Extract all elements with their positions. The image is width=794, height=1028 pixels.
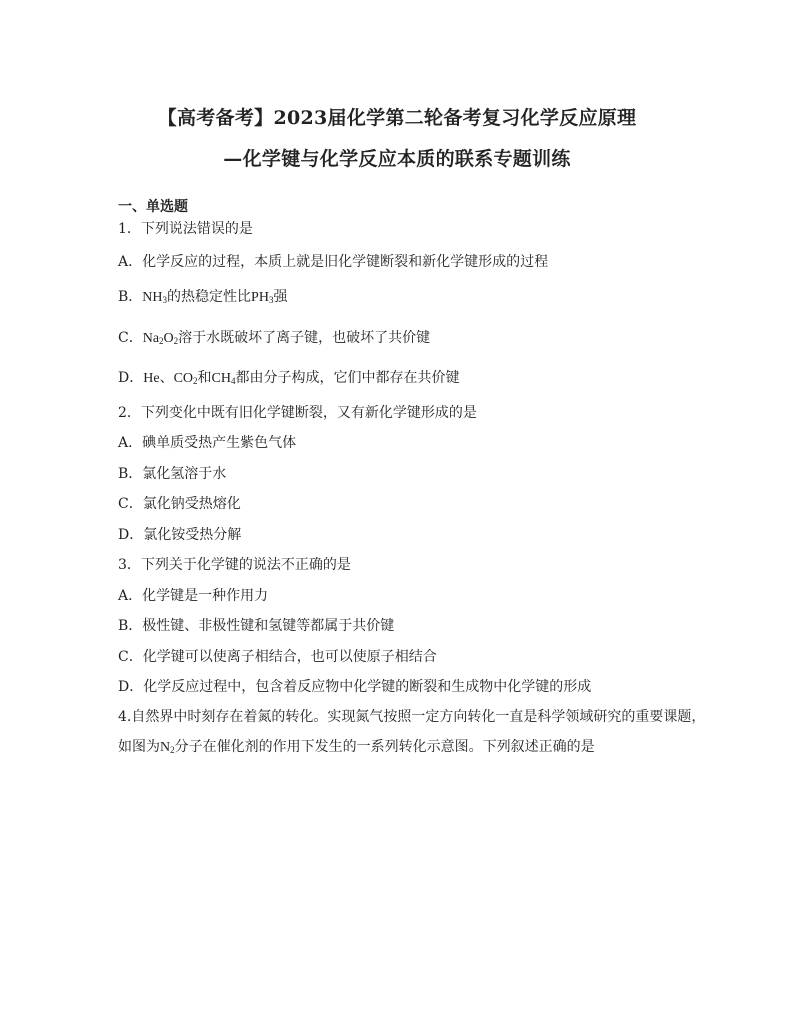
q2-stem: 2．下列变化中既有旧化学键断裂，又有新化学键形成的是 xyxy=(118,405,477,421)
q1-option-a: A．化学反应的过程，本质上就是旧化学键断裂和新化学键形成的过程 xyxy=(118,254,549,270)
title-line-1: 【高考备考】2023届化学第二轮备考复习化学反应原理 xyxy=(157,107,637,129)
q4-line-1: 4.自然界中时刻存在着氮的转化。实现氮气按照一定方向转化一直是科学领域研究的重要课题， xyxy=(118,709,706,725)
formula-nh3: $NH_3$ xyxy=(142,290,168,305)
q2-option-d: D．氯化铵受热分解 xyxy=(118,527,242,543)
q1-stem: 1．下列说法错误的是 xyxy=(118,221,253,237)
q3-option-b: B．极性键、非极性键和氢键等都属于共价键 xyxy=(118,618,395,634)
q1-option-d: D．He、$CO_2$和$CH_4$都由分子构成，它们中都存在共价键 xyxy=(118,370,460,386)
q2-option-a: A．碘单质受热产生紫色气体 xyxy=(118,435,297,451)
q1-b-prefix: B． xyxy=(118,289,143,305)
formula-co2: $CO_2$ xyxy=(173,371,198,386)
q2-option-b: B．氯化氢溶于水 xyxy=(118,466,227,482)
q1-option-c: C．$Na_2O_2$溶于水既破坏了离子键，也破坏了共价键 xyxy=(118,330,431,346)
formula-ph3: $PH_3$ xyxy=(251,290,274,305)
formula-n2: $N_2$ xyxy=(160,740,175,755)
formula-he: He xyxy=(143,371,160,386)
q3-option-c: C．化学键可以使离子相结合，也可以使原子相结合 xyxy=(118,649,437,665)
formula-na2o2: $Na_2O_2$ xyxy=(142,331,179,346)
q1-option-b: B．$NH_3$的热稳定性比$PH_3$强 xyxy=(118,289,288,305)
section-heading: 一、单选题 xyxy=(118,199,188,215)
q3-stem: 3．下列关于化学键的说法不正确的是 xyxy=(118,557,351,573)
formula-ch4: $CH_4$ xyxy=(211,371,236,386)
title-line-2: —化学键与化学反应本质的联系专题训练 xyxy=(223,148,571,170)
q3-option-d: D．化学反应过程中，包含着反应物中化学键的断裂和生成物中化学键的形成 xyxy=(118,679,592,695)
q4-line-2: 如图为$N_2$分子在催化剂的作用下发生的一系列转化示意图。下列叙述正确的是 xyxy=(118,739,595,755)
q3-option-a: A．化学键是一种作用力 xyxy=(118,588,269,604)
q2-option-c: C．氯化钠受热熔化 xyxy=(118,496,241,512)
